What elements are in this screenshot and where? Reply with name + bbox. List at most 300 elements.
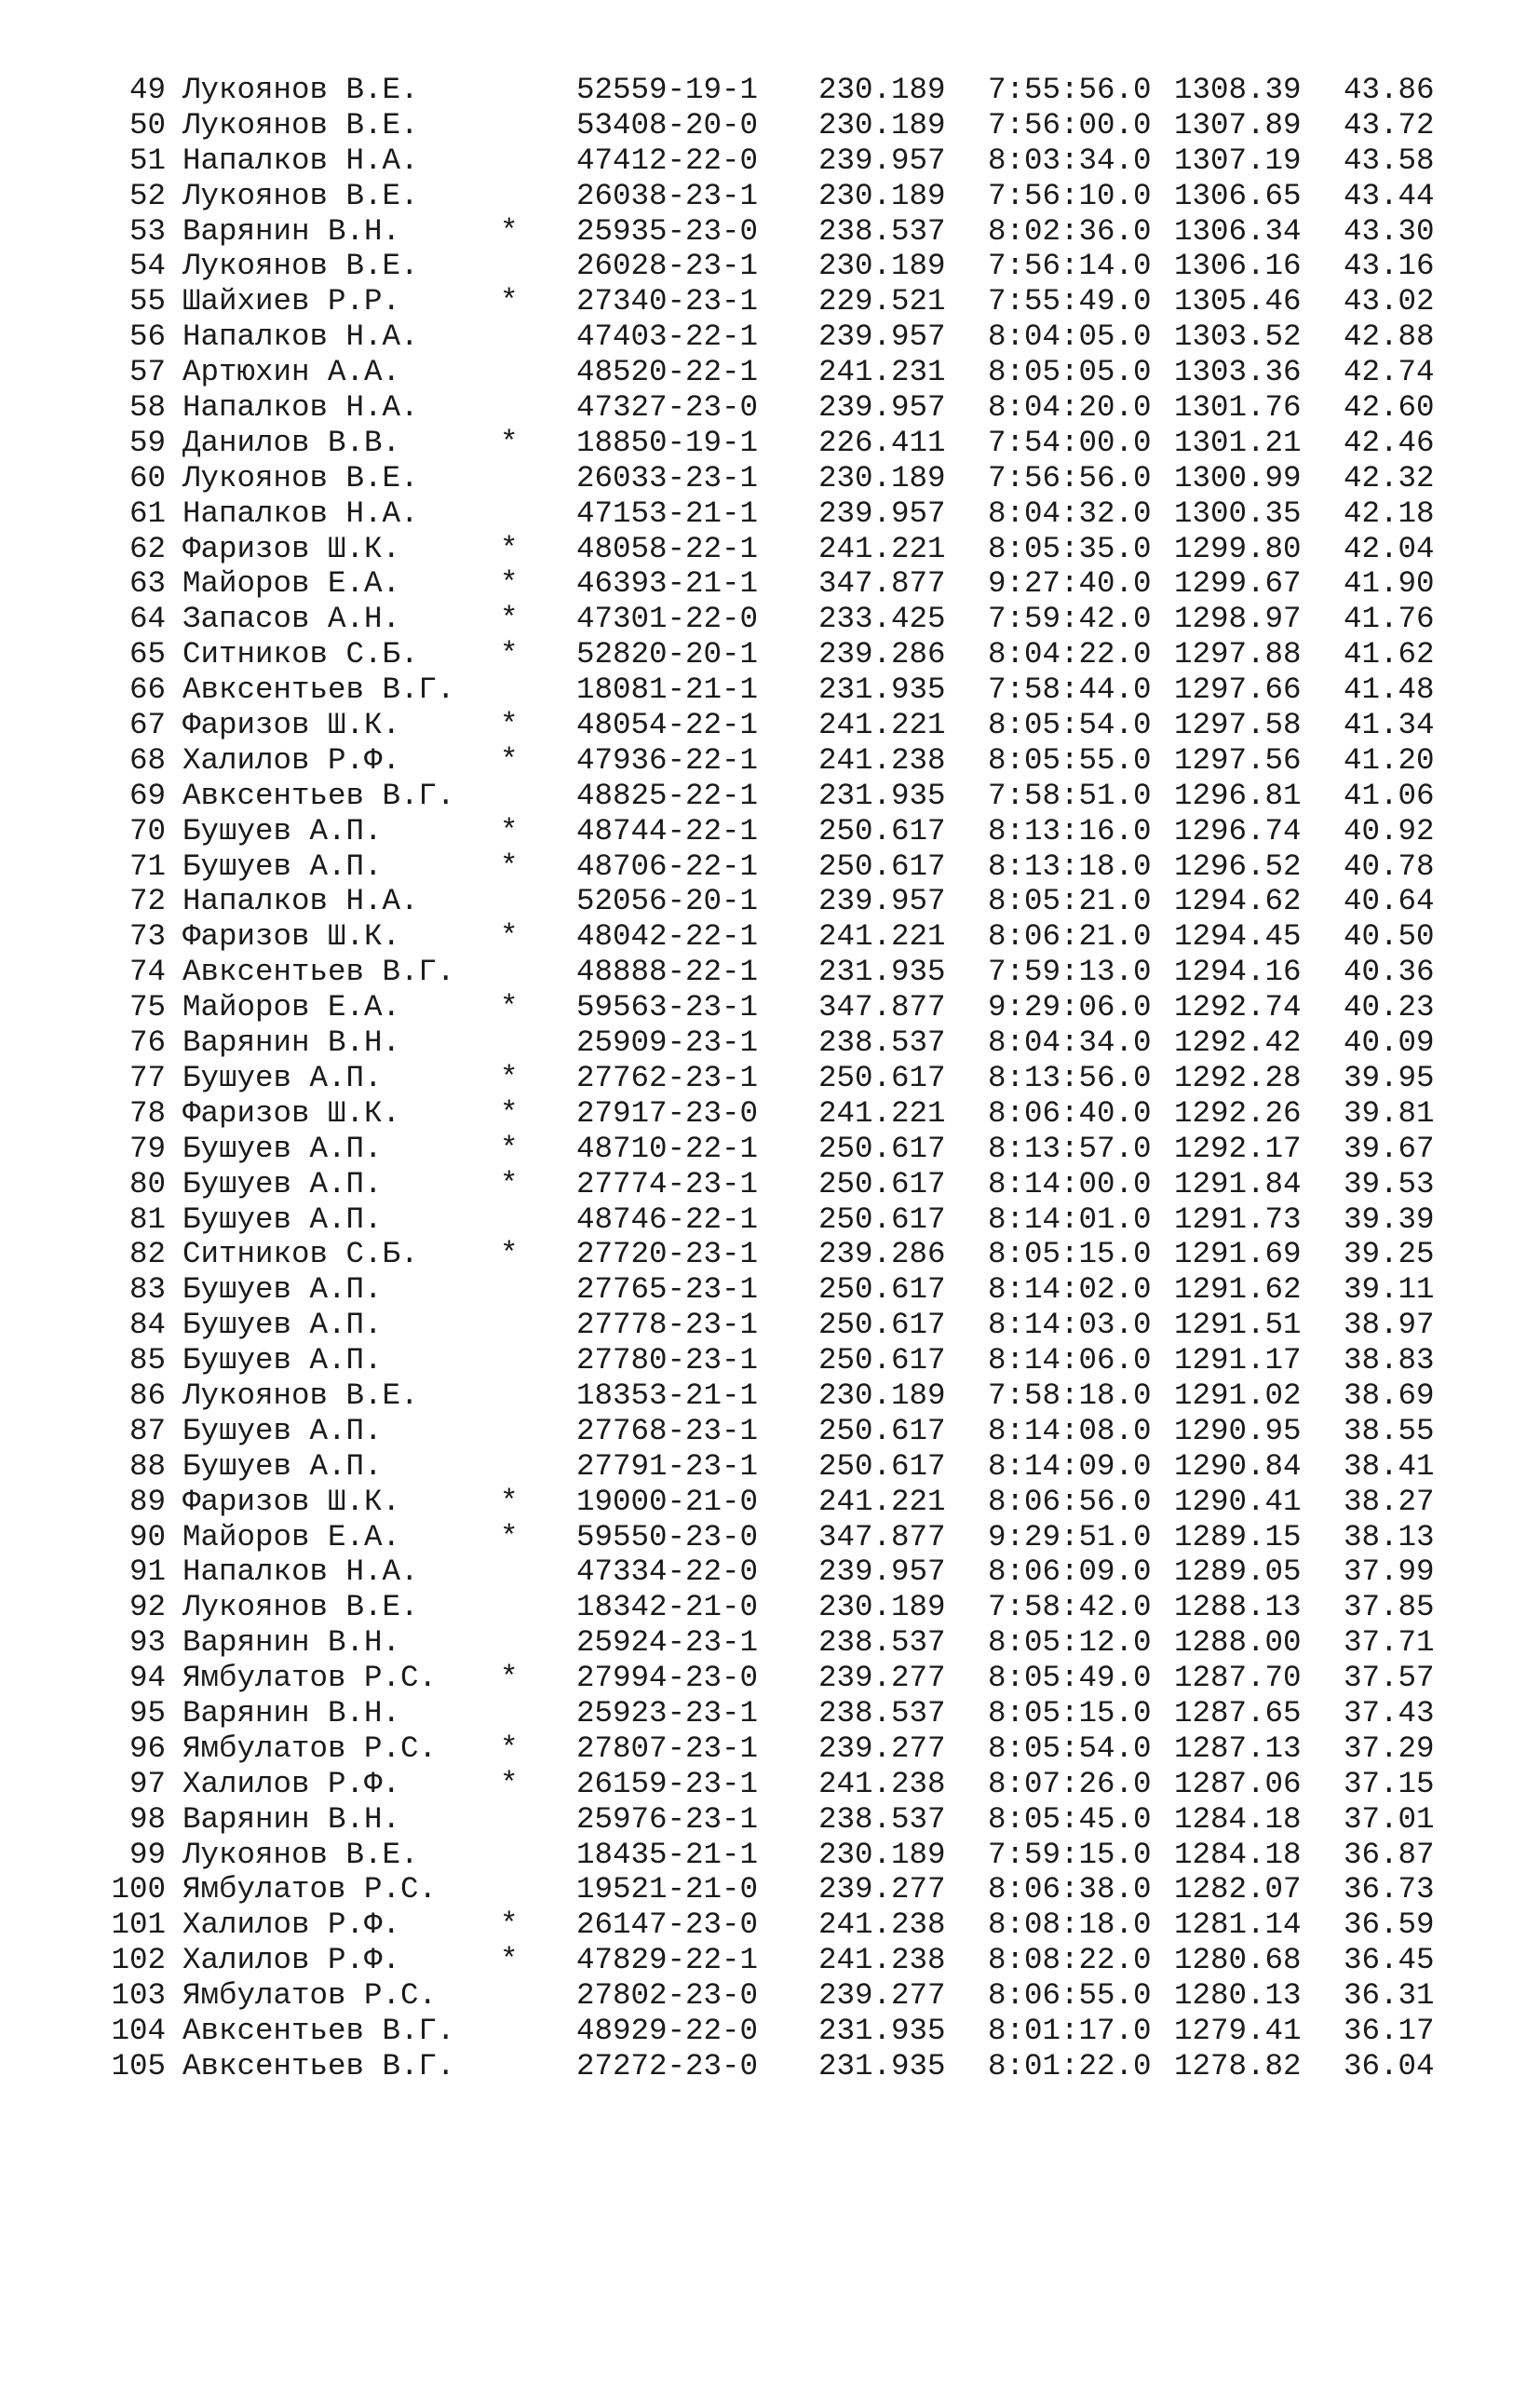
place-cell: 59 — [128, 425, 166, 460]
mark-cell: * — [500, 213, 519, 249]
place-cell: 81 — [128, 1201, 166, 1237]
place-cell: 102 — [111, 1943, 166, 1978]
table-row — [110, 1661, 1451, 1696]
table-row — [110, 390, 1451, 426]
ring-number-cell: 18081-21-1 — [576, 672, 759, 708]
fancier-name-cell: Лукоянов В.Е. — [182, 178, 419, 213]
score-cell: 37.99 — [1344, 1554, 1435, 1590]
place-cell: 63 — [128, 566, 166, 602]
score-cell: 39.53 — [1344, 1166, 1435, 1201]
speed-cell: 1303.52 — [1174, 319, 1302, 355]
place-cell: 94 — [128, 1661, 166, 1696]
score-cell: 40.78 — [1344, 848, 1435, 884]
fancier-name-cell: Фаризов Ш.К. — [182, 531, 401, 566]
speed-cell: 1297.66 — [1174, 672, 1302, 708]
place-cell: 62 — [128, 531, 166, 566]
distance-cell: 250.617 — [818, 1272, 946, 1308]
place-cell: 99 — [128, 1837, 166, 1872]
mark-cell: * — [500, 708, 519, 743]
place-cell: 51 — [128, 142, 166, 178]
fancier-name-cell: Варянин В.Н. — [182, 1625, 401, 1661]
score-cell: 38.27 — [1344, 1484, 1435, 1519]
speed-cell: 1288.13 — [1174, 1590, 1302, 1625]
score-cell: 39.25 — [1344, 1237, 1435, 1272]
distance-cell: 241.221 — [818, 531, 946, 566]
score-cell: 41.20 — [1344, 742, 1435, 778]
ring-number-cell: 46393-21-1 — [576, 566, 759, 602]
flight-time-cell: 8:05:45.0 — [988, 1801, 1152, 1837]
place-cell: 50 — [128, 107, 166, 142]
score-cell: 42.18 — [1344, 495, 1435, 531]
distance-cell: 239.277 — [818, 1661, 946, 1696]
score-cell: 39.67 — [1344, 1131, 1435, 1166]
distance-cell: 239.957 — [818, 319, 946, 355]
speed-cell: 1292.26 — [1174, 1095, 1302, 1131]
distance-cell: 230.189 — [818, 1590, 946, 1625]
ring-number-cell: 27272-23-0 — [576, 2048, 759, 2083]
table-row — [110, 1485, 1451, 1520]
place-cell: 93 — [128, 1625, 166, 1661]
place-cell: 66 — [128, 672, 166, 708]
score-cell: 39.39 — [1344, 1201, 1435, 1237]
distance-cell: 239.277 — [818, 1978, 946, 2014]
speed-cell: 1291.62 — [1174, 1272, 1302, 1308]
flight-time-cell: 8:05:05.0 — [988, 355, 1152, 390]
place-cell: 53 — [128, 213, 166, 249]
ring-number-cell: 48744-22-1 — [576, 813, 759, 848]
score-cell: 42.04 — [1344, 531, 1435, 566]
score-cell: 37.85 — [1344, 1590, 1435, 1625]
place-cell: 84 — [128, 1308, 166, 1343]
mark-cell: * — [500, 425, 519, 460]
ring-number-cell: 52820-20-1 — [576, 637, 759, 672]
score-cell: 43.58 — [1344, 142, 1435, 178]
ring-number-cell: 27720-23-1 — [576, 1237, 759, 1272]
speed-cell: 1307.19 — [1174, 142, 1302, 178]
flight-time-cell: 7:54:00.0 — [988, 425, 1152, 460]
flight-time-cell: 8:14:08.0 — [988, 1413, 1152, 1448]
fancier-name-cell: Бушуев А.П. — [182, 1131, 383, 1166]
fancier-name-cell: Ямбулатов Р.С. — [182, 1661, 438, 1696]
flight-time-cell: 7:58:44.0 — [988, 672, 1152, 708]
score-cell: 42.32 — [1344, 460, 1435, 495]
speed-cell: 1300.99 — [1174, 460, 1302, 495]
place-cell: 72 — [128, 884, 166, 919]
flight-time-cell: 8:02:36.0 — [988, 213, 1152, 249]
table-row — [110, 1907, 1451, 1943]
mark-cell: * — [500, 1519, 519, 1554]
ring-number-cell: 47301-22-0 — [576, 602, 759, 637]
score-cell: 41.62 — [1344, 637, 1435, 672]
score-cell: 41.34 — [1344, 708, 1435, 743]
flight-time-cell: 8:05:21.0 — [988, 884, 1152, 919]
fancier-name-cell: Артюхин А.А. — [182, 355, 401, 390]
place-cell: 68 — [128, 742, 166, 778]
place-cell: 73 — [128, 919, 166, 955]
flight-time-cell: 7:56:10.0 — [988, 178, 1152, 213]
place-cell: 86 — [128, 1377, 166, 1413]
ring-number-cell: 26038-23-1 — [576, 178, 759, 213]
fancier-name-cell: Ямбулатов Р.С. — [182, 1978, 438, 2014]
score-cell: 43.72 — [1344, 107, 1435, 142]
table-row — [110, 2014, 1451, 2049]
mark-cell: * — [500, 1484, 519, 1519]
ring-number-cell: 26033-23-1 — [576, 460, 759, 495]
distance-cell: 241.221 — [818, 1095, 946, 1131]
flight-time-cell: 7:55:56.0 — [988, 73, 1152, 107]
distance-cell: 250.617 — [818, 1343, 946, 1378]
flight-time-cell: 8:07:26.0 — [988, 1766, 1152, 1801]
table-row — [110, 1872, 1451, 1907]
mark-cell: * — [500, 848, 519, 884]
table-row — [110, 249, 1451, 284]
speed-cell: 1281.14 — [1174, 1907, 1302, 1943]
ring-number-cell: 47327-23-0 — [576, 390, 759, 426]
ring-number-cell: 48746-22-1 — [576, 1201, 759, 1237]
distance-cell: 233.425 — [818, 602, 946, 637]
flight-time-cell: 8:05:49.0 — [988, 1661, 1152, 1696]
flight-time-cell: 7:56:14.0 — [988, 249, 1152, 284]
fancier-name-cell: Напалков Н.А. — [182, 1554, 419, 1590]
ring-number-cell: 27762-23-1 — [576, 1060, 759, 1095]
score-cell: 38.83 — [1344, 1343, 1435, 1378]
flight-time-cell: 9:27:40.0 — [988, 566, 1152, 602]
table-row — [110, 1554, 1451, 1590]
flight-time-cell: 8:13:57.0 — [988, 1131, 1152, 1166]
table-row — [110, 1061, 1451, 1096]
place-cell: 104 — [111, 2013, 166, 2048]
score-cell: 38.69 — [1344, 1377, 1435, 1413]
ring-number-cell: 48825-22-1 — [576, 778, 759, 813]
speed-cell: 1299.67 — [1174, 566, 1302, 602]
flight-time-cell: 8:04:32.0 — [988, 495, 1152, 531]
ring-number-cell: 47334-22-0 — [576, 1554, 759, 1590]
place-cell: 52 — [128, 178, 166, 213]
distance-cell: 241.231 — [818, 355, 946, 390]
distance-cell: 230.189 — [818, 1837, 946, 1872]
flight-time-cell: 8:04:34.0 — [988, 1025, 1152, 1061]
table-row — [110, 637, 1451, 672]
score-cell: 38.97 — [1344, 1308, 1435, 1343]
fancier-name-cell: Ямбулатов Р.С. — [182, 1872, 438, 1907]
place-cell: 54 — [128, 249, 166, 284]
distance-cell: 250.617 — [818, 813, 946, 848]
distance-cell: 241.238 — [818, 1766, 946, 1801]
flight-time-cell: 8:05:15.0 — [988, 1695, 1152, 1730]
score-cell: 36.87 — [1344, 1837, 1435, 1872]
speed-cell: 1291.73 — [1174, 1201, 1302, 1237]
speed-cell: 1291.51 — [1174, 1308, 1302, 1343]
table-row — [110, 1767, 1451, 1802]
flight-time-cell: 8:06:38.0 — [988, 1872, 1152, 1907]
ring-number-cell: 27774-23-1 — [576, 1166, 759, 1201]
ring-number-cell: 18353-21-1 — [576, 1377, 759, 1413]
flight-time-cell: 8:08:18.0 — [988, 1907, 1152, 1943]
flight-time-cell: 7:56:56.0 — [988, 460, 1152, 495]
ring-number-cell: 48520-22-1 — [576, 355, 759, 390]
flight-time-cell: 7:55:49.0 — [988, 284, 1152, 319]
ring-number-cell: 52056-20-1 — [576, 884, 759, 919]
place-cell: 67 — [128, 708, 166, 743]
ring-number-cell: 27778-23-1 — [576, 1308, 759, 1343]
distance-cell: 241.221 — [818, 919, 946, 955]
table-row — [110, 990, 1451, 1025]
table-row — [110, 1202, 1451, 1238]
speed-cell: 1280.13 — [1174, 1978, 1302, 2014]
table-row — [110, 1449, 1451, 1485]
fancier-name-cell: Ситников С.Б. — [182, 637, 419, 672]
place-cell: 82 — [128, 1237, 166, 1272]
fancier-name-cell: Бушуев А.П. — [182, 848, 383, 884]
table-row — [110, 1237, 1451, 1272]
fancier-name-cell: Напалков Н.А. — [182, 884, 419, 919]
score-cell: 37.57 — [1344, 1661, 1435, 1696]
distance-cell: 250.617 — [818, 1131, 946, 1166]
fancier-name-cell: Халилов Р.Ф. — [182, 1943, 401, 1978]
place-cell: 49 — [128, 73, 166, 107]
place-cell: 56 — [128, 319, 166, 355]
speed-cell: 1289.15 — [1174, 1519, 1302, 1554]
table-row — [110, 1096, 1451, 1132]
speed-cell: 1296.74 — [1174, 813, 1302, 848]
flight-time-cell: 8:14:09.0 — [988, 1448, 1152, 1484]
ring-number-cell: 47153-21-1 — [576, 495, 759, 531]
speed-cell: 1300.35 — [1174, 495, 1302, 531]
flight-time-cell: 8:14:01.0 — [988, 1201, 1152, 1237]
speed-cell: 1289.05 — [1174, 1554, 1302, 1590]
speed-cell: 1297.56 — [1174, 742, 1302, 778]
speed-cell: 1292.42 — [1174, 1025, 1302, 1061]
ring-number-cell: 53408-20-0 — [576, 107, 759, 142]
score-cell: 42.74 — [1344, 355, 1435, 390]
place-cell: 78 — [128, 1095, 166, 1131]
speed-cell: 1307.89 — [1174, 107, 1302, 142]
distance-cell: 250.617 — [818, 1166, 946, 1201]
ring-number-cell: 48058-22-1 — [576, 531, 759, 566]
distance-cell: 230.189 — [818, 249, 946, 284]
mark-cell: * — [500, 1131, 519, 1166]
flight-time-cell: 7:58:42.0 — [988, 1590, 1152, 1625]
fancier-name-cell: Бушуев А.П. — [182, 1448, 383, 1484]
score-cell: 36.04 — [1344, 2048, 1435, 2083]
speed-cell: 1294.16 — [1174, 955, 1302, 990]
place-cell: 96 — [128, 1730, 166, 1766]
distance-cell: 230.189 — [818, 107, 946, 142]
table-row — [110, 1838, 1451, 1873]
speed-cell: 1287.06 — [1174, 1766, 1302, 1801]
place-cell: 103 — [111, 1978, 166, 2014]
fancier-name-cell: Шайхиев Р.Р. — [182, 284, 401, 319]
score-cell: 40.50 — [1344, 919, 1435, 955]
flight-time-cell: 8:06:21.0 — [988, 919, 1152, 955]
flight-time-cell: 8:06:40.0 — [988, 1095, 1152, 1131]
fancier-name-cell: Напалков Н.А. — [182, 495, 419, 531]
table-row — [110, 1378, 1451, 1414]
fancier-name-cell: Бушуев А.П. — [182, 813, 383, 848]
table-row — [110, 2049, 1451, 2084]
speed-cell: 1292.17 — [1174, 1131, 1302, 1166]
mark-cell: * — [500, 1095, 519, 1131]
table-row — [110, 319, 1451, 355]
score-cell: 40.64 — [1344, 884, 1435, 919]
table-row — [110, 73, 1451, 108]
mark-cell: * — [500, 602, 519, 637]
table-row — [110, 461, 1451, 496]
distance-cell: 250.617 — [818, 1201, 946, 1237]
flight-time-cell: 8:05:55.0 — [988, 742, 1152, 778]
mark-cell: * — [500, 1166, 519, 1201]
distance-cell: 231.935 — [818, 955, 946, 990]
flight-time-cell: 7:56:00.0 — [988, 107, 1152, 142]
distance-cell: 347.877 — [818, 1519, 946, 1554]
flight-time-cell: 7:58:18.0 — [988, 1377, 1152, 1413]
fancier-name-cell: Ситников С.Б. — [182, 1237, 419, 1272]
ring-number-cell: 48888-22-1 — [576, 955, 759, 990]
mark-cell: * — [500, 637, 519, 672]
distance-cell: 241.221 — [818, 708, 946, 743]
table-row — [110, 426, 1451, 461]
table-row — [110, 1943, 1451, 1978]
fancier-name-cell: Авксентьев В.Г. — [182, 778, 455, 813]
flight-time-cell: 8:04:20.0 — [988, 390, 1152, 426]
distance-cell: 238.537 — [818, 1625, 946, 1661]
speed-cell: 1291.02 — [1174, 1377, 1302, 1413]
fancier-name-cell: Бушуев А.П. — [182, 1308, 383, 1343]
table-row — [110, 1731, 1451, 1767]
ring-number-cell: 25924-23-1 — [576, 1625, 759, 1661]
score-cell: 36.45 — [1344, 1943, 1435, 1978]
table-row — [110, 814, 1451, 849]
place-cell: 79 — [128, 1131, 166, 1166]
score-cell: 37.15 — [1344, 1766, 1435, 1801]
distance-cell: 230.189 — [818, 1377, 946, 1413]
distance-cell: 238.537 — [818, 1695, 946, 1730]
score-cell: 40.92 — [1344, 813, 1435, 848]
table-row — [110, 532, 1451, 567]
fancier-name-cell: Лукоянов В.Е. — [182, 107, 419, 142]
ring-number-cell: 18435-21-1 — [576, 1837, 759, 1872]
distance-cell: 239.286 — [818, 637, 946, 672]
fancier-name-cell: Напалков Н.А. — [182, 142, 419, 178]
distance-cell: 239.957 — [818, 1554, 946, 1590]
ring-number-cell: 19000-21-0 — [576, 1484, 759, 1519]
place-cell: 85 — [128, 1343, 166, 1378]
ring-number-cell: 27780-23-1 — [576, 1343, 759, 1378]
distance-cell: 241.238 — [818, 1907, 946, 1943]
ring-number-cell: 59563-23-1 — [576, 990, 759, 1025]
ring-number-cell: 52559-19-1 — [576, 73, 759, 107]
fancier-name-cell: Лукоянов В.Е. — [182, 1377, 419, 1413]
fancier-name-cell: Бушуев А.П. — [182, 1272, 383, 1308]
table-row — [110, 1520, 1451, 1555]
table-row — [110, 708, 1451, 743]
table-row — [110, 955, 1451, 990]
score-cell: 42.46 — [1344, 425, 1435, 460]
ring-number-cell: 27340-23-1 — [576, 284, 759, 319]
speed-cell: 1284.18 — [1174, 1837, 1302, 1872]
mark-cell: * — [500, 566, 519, 602]
flight-time-cell: 8:13:16.0 — [988, 813, 1152, 848]
speed-cell: 1294.45 — [1174, 919, 1302, 955]
score-cell: 41.76 — [1344, 602, 1435, 637]
speed-cell: 1301.21 — [1174, 425, 1302, 460]
score-cell: 42.88 — [1344, 319, 1435, 355]
fancier-name-cell: Майоров Е.А. — [182, 990, 401, 1025]
ring-number-cell: 26147-23-0 — [576, 1907, 759, 1943]
speed-cell: 1291.84 — [1174, 1166, 1302, 1201]
place-cell: 60 — [128, 460, 166, 495]
fancier-name-cell: Халилов Р.Ф. — [182, 1766, 401, 1801]
score-cell: 43.44 — [1344, 178, 1435, 213]
score-cell: 37.71 — [1344, 1625, 1435, 1661]
table-row — [110, 602, 1451, 637]
ring-number-cell: 27802-23-0 — [576, 1978, 759, 2014]
flight-time-cell: 8:01:17.0 — [988, 2013, 1152, 2048]
ring-number-cell: 48042-22-1 — [576, 919, 759, 955]
speed-cell: 1287.13 — [1174, 1730, 1302, 1766]
ring-number-cell: 27765-23-1 — [576, 1272, 759, 1308]
distance-cell: 241.238 — [818, 1943, 946, 1978]
ring-number-cell: 25923-23-1 — [576, 1695, 759, 1730]
ring-number-cell: 27807-23-1 — [576, 1730, 759, 1766]
fancier-name-cell: Бушуев А.П. — [182, 1413, 383, 1448]
flight-time-cell: 8:05:12.0 — [988, 1625, 1152, 1661]
mark-cell: * — [500, 813, 519, 848]
table-row — [110, 496, 1451, 532]
ring-number-cell: 47829-22-1 — [576, 1943, 759, 1978]
ring-number-cell: 48706-22-1 — [576, 848, 759, 884]
fancier-name-cell: Бушуев А.П. — [182, 1166, 383, 1201]
flight-time-cell: 8:06:09.0 — [988, 1554, 1152, 1590]
fancier-name-cell: Авксентьев В.Г. — [182, 955, 455, 990]
speed-cell: 1298.97 — [1174, 602, 1302, 637]
speed-cell: 1301.76 — [1174, 390, 1302, 426]
place-cell: 91 — [128, 1554, 166, 1590]
flight-time-cell: 8:04:22.0 — [988, 637, 1152, 672]
place-cell: 71 — [128, 848, 166, 884]
score-cell: 37.01 — [1344, 1801, 1435, 1837]
flight-time-cell: 8:08:22.0 — [988, 1943, 1152, 1978]
distance-cell: 238.537 — [818, 1801, 946, 1837]
table-row — [110, 1414, 1451, 1449]
place-cell: 58 — [128, 390, 166, 426]
flight-time-cell: 7:59:13.0 — [988, 955, 1152, 990]
fancier-name-cell: Авксентьев В.Г. — [182, 2048, 455, 2083]
distance-cell: 239.957 — [818, 390, 946, 426]
fancier-name-cell: Варянин В.Н. — [182, 1025, 401, 1061]
distance-cell: 250.617 — [818, 1448, 946, 1484]
fancier-name-cell: Лукоянов В.Е. — [182, 1837, 419, 1872]
fancier-name-cell: Бушуев А.П. — [182, 1060, 383, 1095]
distance-cell: 238.537 — [818, 1025, 946, 1061]
fancier-name-cell: Ямбулатов Р.С. — [182, 1730, 438, 1766]
speed-cell: 1292.74 — [1174, 990, 1302, 1025]
distance-cell: 250.617 — [818, 1308, 946, 1343]
speed-cell: 1287.65 — [1174, 1695, 1302, 1730]
table-row — [110, 355, 1451, 390]
ring-number-cell: 47412-22-0 — [576, 142, 759, 178]
fancier-name-cell: Лукоянов В.Е. — [182, 460, 419, 495]
score-cell: 37.29 — [1344, 1730, 1435, 1766]
flight-time-cell: 8:05:35.0 — [988, 531, 1152, 566]
flight-time-cell: 8:14:03.0 — [988, 1308, 1152, 1343]
distance-cell: 239.277 — [818, 1872, 946, 1907]
flight-time-cell: 7:59:42.0 — [988, 602, 1152, 637]
ring-number-cell: 27791-23-1 — [576, 1448, 759, 1484]
flight-time-cell: 8:04:05.0 — [988, 319, 1152, 355]
fancier-name-cell: Авксентьев В.Г. — [182, 2013, 455, 2048]
fancier-name-cell: Халилов Р.Ф. — [182, 1907, 401, 1943]
